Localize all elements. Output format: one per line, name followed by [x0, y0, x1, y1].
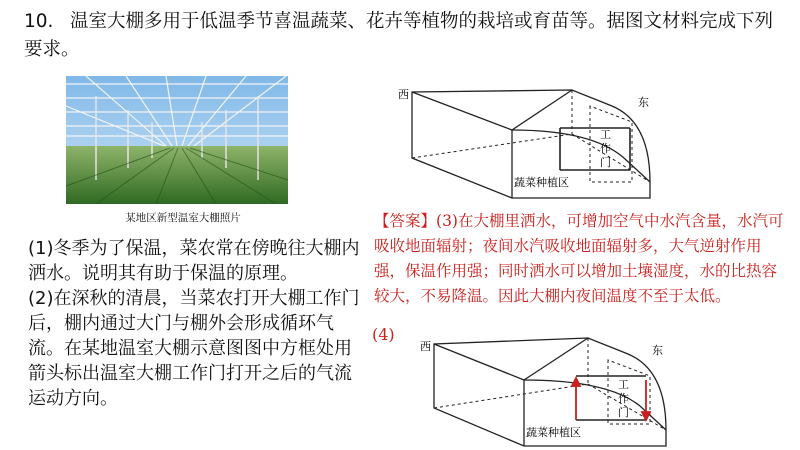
- question-4-label: (4): [372, 325, 395, 344]
- photo-caption: 某地区新型温室大棚照片: [125, 212, 241, 224]
- answer-block: [374, 209, 784, 309]
- answer-tag: 【答案】: [374, 212, 437, 230]
- greenhouse-photo-illustration: [66, 76, 288, 204]
- diagram2-east-label: 东: [652, 344, 663, 357]
- diagram2-door-char-1: 工: [618, 378, 629, 391]
- question-number: 10.: [24, 11, 54, 32]
- greenhouse-diagram-1: [392, 70, 672, 200]
- answer-text: (3)在大棚里洒水，可增加空气中水汽含量，水汽可吸收地面辐射；夜间水汽吸收地面辐射多，大气逆射作用强，保温作用强；同时洒水可以增加土壤湿度，水的比热容较大，不易降温。因此大棚内夜间温度不至于太低。: [374, 212, 784, 305]
- sub-questions: [28, 236, 368, 411]
- diagram1-roof-edge: [412, 92, 512, 130]
- diagram2-planting-label: 蔬菜种植区: [526, 426, 581, 439]
- diagram2-door-char-3: 门: [618, 406, 629, 419]
- greenhouse-photo: [66, 76, 288, 204]
- question-text: 温室大棚多用于低温季节喜温蔬菜、花卉等植物的栽培或育苗等。据图文材料完成下列要求。: [24, 11, 774, 60]
- diagram1-planting-label: 蔬菜种植区: [514, 176, 569, 189]
- sub-question-1: (1)冬季为了保温，菜农常在傍晚往大棚内洒水。说明其有助于保温的原理。: [28, 238, 360, 284]
- diagram1-east-label: 东: [638, 96, 649, 109]
- diagram1-west-label: 西: [398, 88, 409, 101]
- diagram1-door-char-1: 工: [600, 128, 611, 141]
- diagram2-west-label: 西: [420, 340, 431, 353]
- diagram1-door-char-3: 门: [600, 156, 611, 169]
- diagram2-door-char-2: 作: [618, 392, 629, 405]
- question-title: [24, 8, 784, 64]
- greenhouse-diagram-2: [418, 320, 688, 448]
- diagram1-door-char-2: 作: [600, 142, 611, 155]
- sub-question-2: (2)在深秋的清晨，当菜农打开大棚工作门后，棚内通过大门与棚外会形成循环气流。在某地温室大棚示意图图中方框处用箭头标出温室大棚工作门打开之后的气流运动方向。: [28, 288, 360, 409]
